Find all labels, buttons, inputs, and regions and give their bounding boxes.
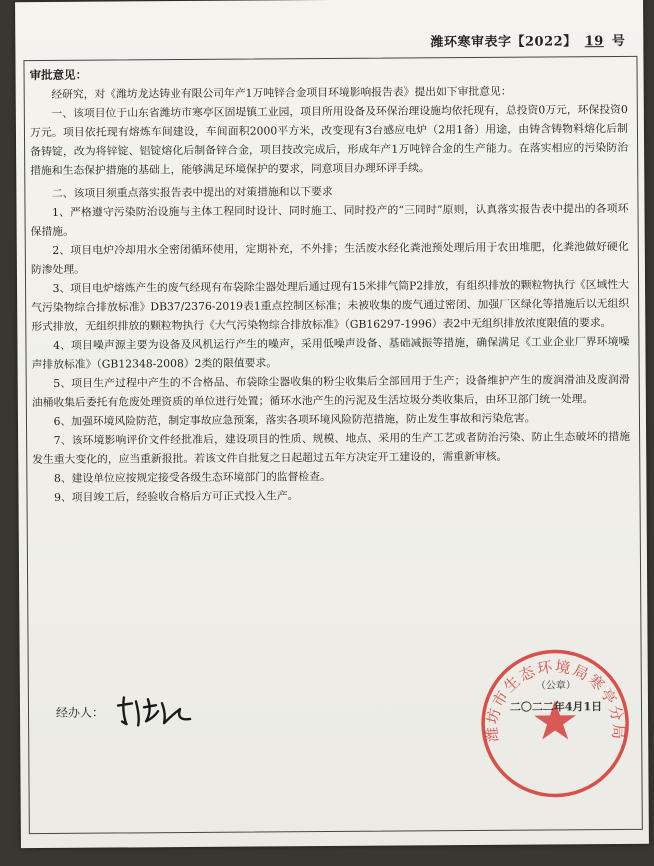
requirement-2: 2、项目电炉冷却用水全密闭循环使用，定期补充，不外排；生活废水经化粪池预处理后用于农田堆肥，化粪池做好硬化防渗处理。 [30, 239, 629, 277]
paragraph-2: 二、该项目须重点落实报告表中提出的对策措施和以下要求 [51, 184, 333, 200]
signature-row [56, 691, 200, 732]
requirement-9: 9、项目竣工后，经验收合格后方可正式投入生产。 [54, 489, 299, 504]
signature-label: 经办人： [55, 705, 105, 720]
handwritten-signature [110, 691, 200, 732]
requirement-1: 1、严格遵守污染防治设施与主体工程同时设计、同时施工、同时投产的“三同时”原则，认真落实报告表中提出的各项环保措施。 [30, 201, 629, 239]
approval-content [30, 62, 631, 507]
requirement-8: 8、建设单位应按规定接受各级生态环境部门的监督检查。 [53, 470, 331, 485]
paragraph-1: 一、该项目位于山东省潍坊市寒亭区固堤镇工业园，项目所用设备及环保治理设施均依托现有，总投资0万元，环保投资0万元。项目依托现有熔炼车间建设，车间面积2000平方米，改变现有3台感应电炉（2用1备）用途，由铸含铸物料熔化后制备铸锭，改为将锌锭、铝锭熔化后制备锌合金，项目技改完成后，形成年产1万吨锌合金的生产能力。在落实相应的污染防治措施和生态保护措施的基础上，能够满足环境保护的要求，同意项目办理环评手续。 [29, 102, 629, 178]
requirement-7: 7、该环境影响评价文件经批准后，建设项目的性质、规模、地点、采用的生产工艺或者防治污染、防止生态破坏的措施发生重大变化的，应当重新报批。若该文件自批复之日起超过五年方决定开工建设的，需重新审核。 [32, 429, 631, 467]
seal-org-text: 潍坊市生态环境局寒亭分局 [482, 657, 628, 743]
official-seal [470, 638, 641, 809]
document-number [430, 30, 625, 50]
doc-number-value: 19 [584, 34, 604, 50]
approval-date: 二〇二二年4月1日 [509, 700, 603, 714]
requirement-5: 5、项目生产过程中产生的不合格品、布袋除尘器收集的粉尘收集后全部回用于生产；设备维护产生的废润滑油及废润滑油桶收集后委托有危废处理资质的单位进行处置；循环水池产生的污泥及生活垃圾分类收集后，由环卫部门统一处理。 [31, 372, 630, 410]
document-page [15, 0, 649, 848]
approval-title: 审批意见： [29, 67, 88, 83]
doc-number-prefix: 潍环寒审表字【2022】 [430, 34, 577, 51]
requirement-4: 4、项目噪声源主要为设备及风机运行产生的噪声，采用低噪声设备、基础减振等措施，确保满足《工业企业厂界环境噪声排放标准》（GB12348-2008）2类的限值要求。 [31, 334, 630, 372]
seal-label: （公章） [535, 680, 576, 692]
requirement-6: 6、加强环境风险防范，制定事故应急预案，落实各项环境风险防范措施，防止发生事故和污染危害。 [53, 411, 536, 428]
paragraph-intro: 经研究，对《潍坊龙达铸业有限公司年产1万吨锌合金项目环境影响报告表》提出如下审批意见： [51, 84, 512, 101]
doc-number-suffix: 号 [611, 33, 626, 50]
requirement-3: 3、项目电炉熔炼产生的废气经现有布袋除尘器处理后通过现有15米排气筒P2排放，有组织排放的颗粒物执行《区域性大气污染物综合排放标准》DB37/2376-2019表1重点控制区标准；未被收集的废气通过密闭、加强厂区绿化等措施后以无组织形式排放，无组织排放的颗粒物执行《大气污染物综合排放标准》（GB16297-1996）表2中无组织排放浓度限值的要求。 [31, 277, 630, 334]
